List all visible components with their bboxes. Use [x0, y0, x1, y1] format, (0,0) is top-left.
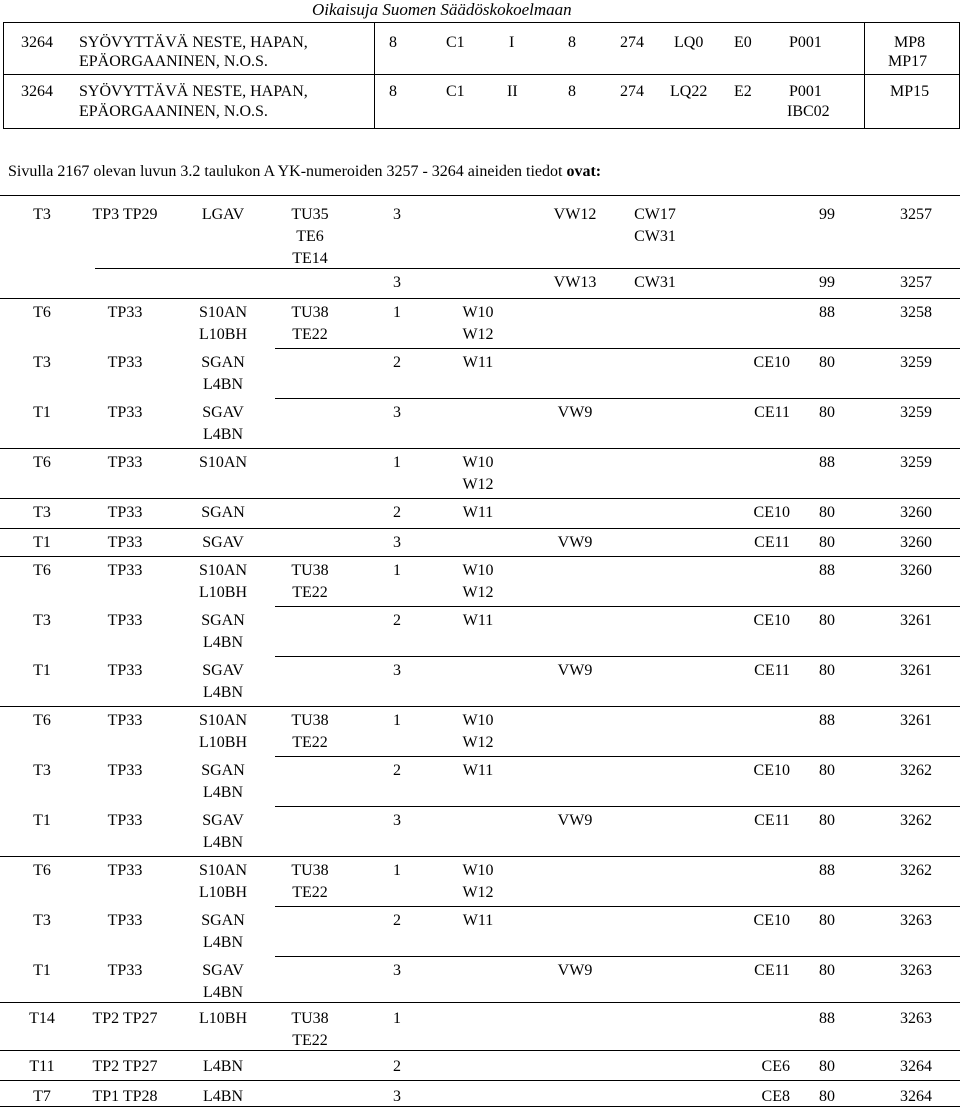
un-number: 3263 [900, 1010, 932, 1027]
un-number: 3264 [900, 1088, 932, 1105]
rid-tank-code: L4BN [203, 784, 243, 801]
un-number: 3257 [900, 274, 932, 291]
rid-tank-code: L4BN [203, 376, 243, 393]
note-text: Sivulla 2167 olevan luvun 3.2 taulukon A YK-numeroiden 3257 - 3264 aineiden tiedot [8, 163, 563, 180]
operation-provision: CE11 [754, 812, 790, 829]
row-divider [0, 298, 960, 299]
hazard-number: 80 [819, 1058, 835, 1075]
operation-provision: CE11 [754, 662, 790, 679]
code-cell: C1 [446, 34, 465, 51]
operation-provision: CE10 [753, 912, 790, 929]
transport-category: 3 [393, 404, 401, 421]
operation-provision: CE11 [754, 404, 790, 421]
tank-code: T1 [33, 534, 51, 551]
transport-category: 3 [393, 662, 401, 679]
un-number: 3257 [900, 206, 932, 223]
un-number: 3259 [900, 354, 932, 371]
transport-category: 2 [393, 1058, 401, 1075]
operation-provision: CE10 [753, 354, 790, 371]
row-divider [0, 1080, 960, 1081]
row-divider [0, 1002, 960, 1003]
hazard-number: 88 [819, 454, 835, 471]
tank-code: T3 [33, 354, 51, 371]
hazard-number: 80 [819, 504, 835, 521]
packages-provision: W10 [462, 562, 494, 579]
transport-category: 3 [393, 962, 401, 979]
un-number: 3263 [900, 912, 932, 929]
un-number: 3262 [900, 812, 932, 829]
hazard-number: 80 [819, 812, 835, 829]
tank-special: TU38 [291, 304, 329, 321]
substance-name: EPÄORGAANINEN, N.O.S. [79, 103, 268, 120]
tank-provisions: TP33 [107, 612, 143, 629]
rid-tank-code: L10BH [199, 884, 247, 901]
row-divider [275, 656, 960, 657]
substance-name: SYÖVYTTÄVÄ NESTE, HAPAN, [79, 83, 308, 100]
row-divider [0, 195, 960, 196]
tank-provisions: TP33 [107, 812, 143, 829]
tank-provisions: TP33 [107, 762, 143, 779]
tank-special: TU38 [291, 862, 329, 879]
tank-code: T1 [33, 662, 51, 679]
packages-provision: W12 [462, 734, 494, 751]
tank-provisions: TP33 [107, 354, 143, 371]
hazard-number: 80 [819, 1088, 835, 1105]
hazard-number: 88 [819, 712, 835, 729]
rid-tank-code: L4BN [203, 634, 243, 651]
tank-special: TU35 [291, 206, 329, 223]
tank-code: T3 [33, 612, 51, 629]
rid-tank-code: SGAV [202, 534, 244, 551]
un-number: 3259 [900, 404, 932, 421]
packages-provision: W11 [462, 762, 494, 779]
mixed-packing-cell: MP17 [888, 53, 928, 70]
eq-cell: E2 [734, 83, 752, 100]
tank-code: T11 [29, 1058, 55, 1075]
tank-provisions: TP33 [107, 862, 143, 879]
rid-tank-code: SGAN [201, 612, 245, 629]
tank-code: T14 [29, 1010, 55, 1027]
hazard-number: 99 [819, 274, 835, 291]
rid-tank-code: SGAN [201, 354, 245, 371]
lq-cell: LQ22 [670, 83, 708, 100]
tank-code: T6 [33, 454, 51, 471]
transport-category: 1 [393, 1010, 401, 1027]
tank-provisions: TP2 TP27 [92, 1010, 158, 1027]
rid-tank-code: S10AN [198, 304, 247, 321]
hazard-number: 88 [819, 862, 835, 879]
un-number: 3261 [900, 712, 932, 729]
rid-tank-code: L10BH [199, 1010, 247, 1027]
packages-provision: W12 [462, 476, 494, 493]
packing-cell: P001 [789, 83, 822, 100]
rid-tank-code: SGAV [202, 662, 244, 679]
tank-special: TE22 [292, 734, 328, 751]
row-divider [0, 1050, 960, 1051]
transport-category: 3 [393, 206, 401, 223]
substance-name: SYÖVYTTÄVÄ NESTE, HAPAN, [79, 34, 308, 51]
tank-provisions: TP33 [107, 504, 143, 521]
un-number: 3264 [900, 1058, 932, 1075]
row-divider [275, 606, 960, 607]
tank-code: T6 [33, 562, 51, 579]
packages-provision: W10 [462, 862, 494, 879]
tank-code: T3 [33, 206, 51, 223]
loading-provision: CW31 [634, 274, 676, 291]
hazard-number: 88 [819, 304, 835, 321]
tank-code: T3 [33, 762, 51, 779]
code-cell: C1 [446, 83, 465, 100]
transport-category: 1 [393, 304, 401, 321]
substance-name: EPÄORGAANINEN, N.O.S. [79, 53, 268, 70]
rid-tank-code: SGAN [201, 912, 245, 929]
un-number: 3260 [900, 534, 932, 551]
transport-category: 3 [393, 534, 401, 551]
tank-provisions: TP3 TP29 [92, 206, 158, 223]
tank-code: T1 [33, 404, 51, 421]
un-number: 3261 [900, 612, 932, 629]
bulk-provision: VW9 [557, 662, 593, 679]
packages-provision: W10 [462, 712, 494, 729]
transport-category: 1 [393, 712, 401, 729]
rid-tank-code: S10AN [198, 454, 247, 471]
tank-code: T6 [33, 712, 51, 729]
packages-provision: W11 [462, 354, 494, 371]
transport-category: 3 [393, 274, 401, 291]
rid-tank-code: L4BN [203, 934, 243, 951]
lq-cell: LQ0 [674, 34, 704, 51]
packages-provision: W12 [462, 884, 494, 901]
bulk-provision: VW9 [557, 404, 593, 421]
tank-special: TU38 [291, 1010, 329, 1027]
un-number: 3262 [900, 862, 932, 879]
loading-provision: CW17 [634, 206, 676, 223]
label-cell: 8 [568, 83, 576, 100]
tank-special: TU38 [291, 712, 329, 729]
row-divider [275, 398, 960, 399]
hazard-number: 80 [819, 404, 835, 421]
operation-provision: CE8 [761, 1088, 790, 1105]
tank-special: TE22 [292, 584, 328, 601]
row-divider [0, 856, 960, 857]
transport-category: 3 [393, 812, 401, 829]
packages-provision: W12 [462, 326, 494, 343]
packages-provision: W10 [462, 454, 494, 471]
rid-tank-code: SGAV [202, 812, 244, 829]
tank-code: T7 [33, 1088, 51, 1105]
tank-provisions: TP33 [107, 562, 143, 579]
row-divider [275, 806, 960, 807]
mixed-packing-cell: MP15 [890, 83, 930, 100]
tank-provisions: TP33 [107, 662, 143, 679]
tank-provisions: TP33 [107, 534, 143, 551]
rid-tank-code: L10BH [199, 734, 247, 751]
bulk-provision: VW9 [557, 812, 593, 829]
transport-category: 2 [393, 912, 401, 929]
rid-tank-code: SGAN [201, 762, 245, 779]
bulk-provision: VW12 [553, 206, 597, 223]
tank-provisions: TP33 [107, 912, 143, 929]
tank-code: T3 [33, 504, 51, 521]
tank-code: T3 [33, 912, 51, 929]
tank-provisions: TP1 TP28 [92, 1088, 158, 1105]
tank-code: T1 [33, 962, 51, 979]
rid-tank-code: L4BN [203, 684, 243, 701]
row-divider [275, 956, 960, 957]
provision-cell: 274 [620, 34, 644, 51]
provision-cell: 274 [620, 83, 644, 100]
hazard-number: 80 [819, 912, 835, 929]
transport-category: 1 [393, 562, 401, 579]
rid-tank-code: L4BN [203, 834, 243, 851]
bulk-provision: VW9 [557, 534, 593, 551]
un-number: 3262 [900, 762, 932, 779]
transport-category: 2 [393, 762, 401, 779]
operation-provision: CE6 [761, 1058, 790, 1075]
hazard-number: 80 [819, 762, 835, 779]
tank-special: TE6 [296, 228, 324, 245]
hazard-number: 80 [819, 662, 835, 679]
transport-category: 1 [393, 454, 401, 471]
row-divider [275, 348, 960, 349]
operation-provision: CE10 [753, 504, 790, 521]
tank-special: TE14 [292, 250, 328, 267]
packing-group-cell: II [507, 83, 518, 100]
hazard-number: 88 [819, 562, 835, 579]
hazard-number: 80 [819, 354, 835, 371]
row-divider [275, 906, 960, 907]
tank-code: T1 [33, 812, 51, 829]
tank-special: TE22 [292, 884, 328, 901]
tank-special: TE22 [292, 1032, 328, 1049]
packages-provision: W10 [462, 304, 494, 321]
rid-tank-code: SGAN [201, 504, 245, 521]
tank-provisions: TP33 [107, 404, 143, 421]
transport-category: 2 [393, 612, 401, 629]
transport-category: 3 [393, 1088, 401, 1105]
un-number: 3260 [900, 562, 932, 579]
operation-provision: CE10 [753, 612, 790, 629]
rid-tank-code: SGAV [202, 404, 244, 421]
un-number: 3259 [900, 454, 932, 471]
operation-provision: CE11 [754, 534, 790, 551]
hazard-number: 80 [819, 612, 835, 629]
packages-provision: W11 [462, 612, 494, 629]
hazard-number: 99 [819, 206, 835, 223]
rid-tank-code: LGAV [201, 206, 245, 223]
page-header: Oikaisuja Suomen Säädöskokoelmaan [312, 0, 572, 19]
hazard-number: 80 [819, 962, 835, 979]
packing-cell: P001 [789, 34, 822, 51]
rid-tank-code: L4BN [203, 1058, 243, 1075]
transport-category: 1 [393, 862, 401, 879]
rid-tank-code: L10BH [199, 584, 247, 601]
tank-provisions: TP33 [107, 304, 143, 321]
bulk-provision: VW13 [553, 274, 597, 291]
tank-special: TE22 [292, 326, 328, 343]
eq-cell: E0 [734, 34, 752, 51]
row-divider [0, 448, 960, 449]
packages-provision: W12 [462, 584, 494, 601]
packages-provision: W11 [462, 504, 494, 521]
un-number: 3264 [21, 83, 53, 100]
rid-tank-code: L4BN [203, 984, 243, 1001]
rid-tank-code: S10AN [198, 862, 247, 879]
row-divider [0, 556, 960, 557]
operation-provision: CE11 [754, 962, 790, 979]
un-number: 3263 [900, 962, 932, 979]
tank-provisions: TP2 TP27 [92, 1058, 158, 1075]
class-cell: 8 [389, 34, 397, 51]
tank-provisions: TP33 [107, 712, 143, 729]
hazard-number: 88 [819, 1010, 835, 1027]
row-divider [0, 706, 960, 707]
row-divider [95, 268, 960, 269]
row-divider [0, 498, 960, 499]
tank-code: T6 [33, 304, 51, 321]
rid-tank-code: L4BN [203, 426, 243, 443]
bulk-provision: VW9 [557, 962, 593, 979]
note-bold: ovat: [566, 163, 602, 180]
un-number: 3261 [900, 662, 932, 679]
rid-tank-code: S10AN [198, 712, 247, 729]
tank-special: TU38 [291, 562, 329, 579]
operation-provision: CE10 [753, 762, 790, 779]
un-number: 3258 [900, 304, 932, 321]
mixed-packing-cell: MP8 [894, 34, 926, 51]
packing-group-cell: I [509, 34, 515, 51]
un-number: 3260 [900, 504, 932, 521]
rid-tank-code: L10BH [199, 326, 247, 343]
row-divider [275, 756, 960, 757]
packing-cell: IBC02 [787, 103, 830, 120]
label-cell: 8 [568, 34, 576, 51]
tank-provisions: TP33 [107, 454, 143, 471]
rid-tank-code: S10AN [198, 562, 247, 579]
row-divider [0, 528, 960, 529]
loading-provision: CW31 [634, 228, 676, 245]
transport-category: 2 [393, 354, 401, 371]
tank-provisions: TP33 [107, 962, 143, 979]
transport-category: 2 [393, 504, 401, 521]
rid-tank-code: L4BN [203, 1088, 243, 1105]
hazard-number: 80 [819, 534, 835, 551]
packages-provision: W11 [462, 912, 494, 929]
class-cell: 8 [389, 83, 397, 100]
un-number: 3264 [21, 34, 53, 51]
rid-tank-code: SGAV [202, 962, 244, 979]
tank-code: T6 [33, 862, 51, 879]
